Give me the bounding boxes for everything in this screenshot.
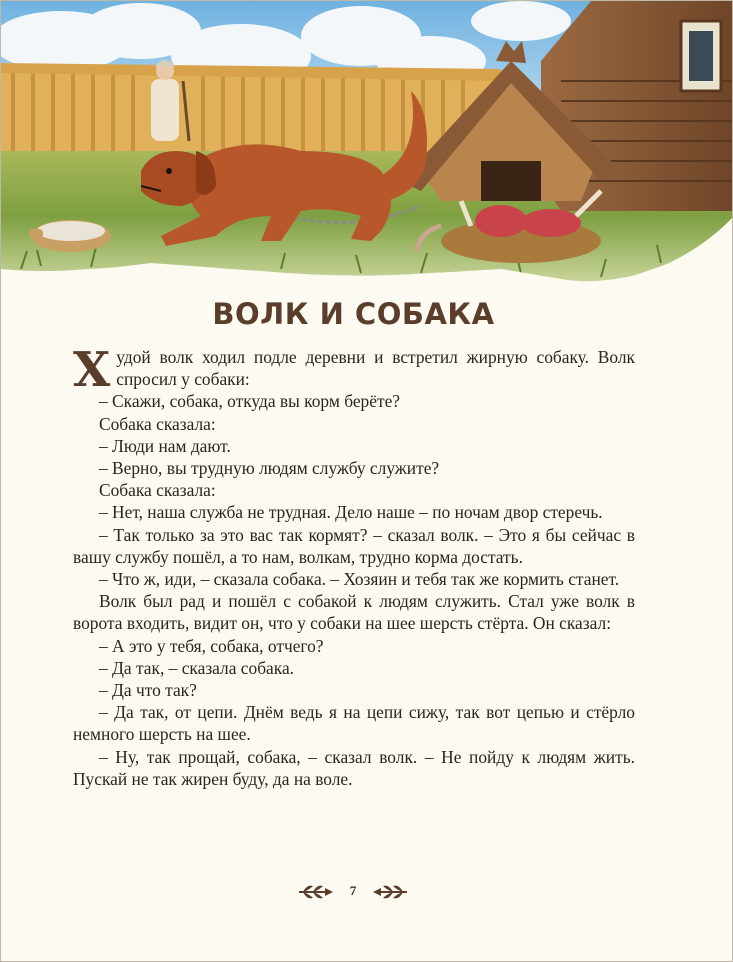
paragraph: – Да так, – сказала собака.	[99, 657, 295, 678]
page-number-footer	[297, 881, 409, 905]
paragraph: – Что ж, иди, – сказала собака. – Хозяин и тебя так же кормить станет.	[99, 569, 620, 590]
paragraph: – Так только за это вас так кормят? – сказал волк. – Это я бы сейчас в вашу службу пошёл, а то нам, волкам, трудно корма достать.	[73, 524, 635, 567]
paragraph: – Верно, вы трудную людям службу служите?	[99, 458, 440, 479]
paragraph: Собака сказала:	[99, 480, 216, 501]
story-body	[73, 342, 635, 790]
paragraph: Собака сказала:	[99, 413, 216, 434]
drop-cap: Х	[73, 342, 111, 398]
paragraph	[73, 342, 635, 398]
page-number: 7	[349, 883, 357, 898]
paragraph: – Да так, от цепи. Днём ведь я на цепи сижу, так вот цепью и стёрло немного шерсть на шее.	[73, 702, 635, 745]
paragraph: – Скажи, собака, откуда вы корм берёте?	[99, 391, 401, 412]
paragraph: Волк был рад и пошёл с собакой к людям служить. Стал уже волк в ворота входить, видит он, что у собаки на шее шерсть стёрта. Он сказал:	[73, 591, 635, 634]
paragraph: – Да что так?	[99, 680, 197, 701]
paragraph: – А это у тебя, собака, отчего?	[99, 635, 324, 656]
paragraph: – Ну, так прощай, собака, – сказал волк. – Не пойду к людям жить. Пускай не так жирен буду, да на воле.	[73, 746, 635, 789]
paragraph-text: удой волк ходил подле деревни и встретил жирную собаку. Волк спросил у собаки:	[116, 347, 635, 390]
story-title: ВОЛК И СОБАКА	[212, 297, 495, 331]
paragraph: – Нет, наша служба не трудная. Дело наше – по ночам двор стеречь.	[99, 502, 603, 523]
leaf-ornament-left-icon	[297, 882, 335, 902]
paragraph: – Люди нам дают.	[99, 435, 231, 456]
leaf-ornament-right-icon	[371, 882, 409, 902]
